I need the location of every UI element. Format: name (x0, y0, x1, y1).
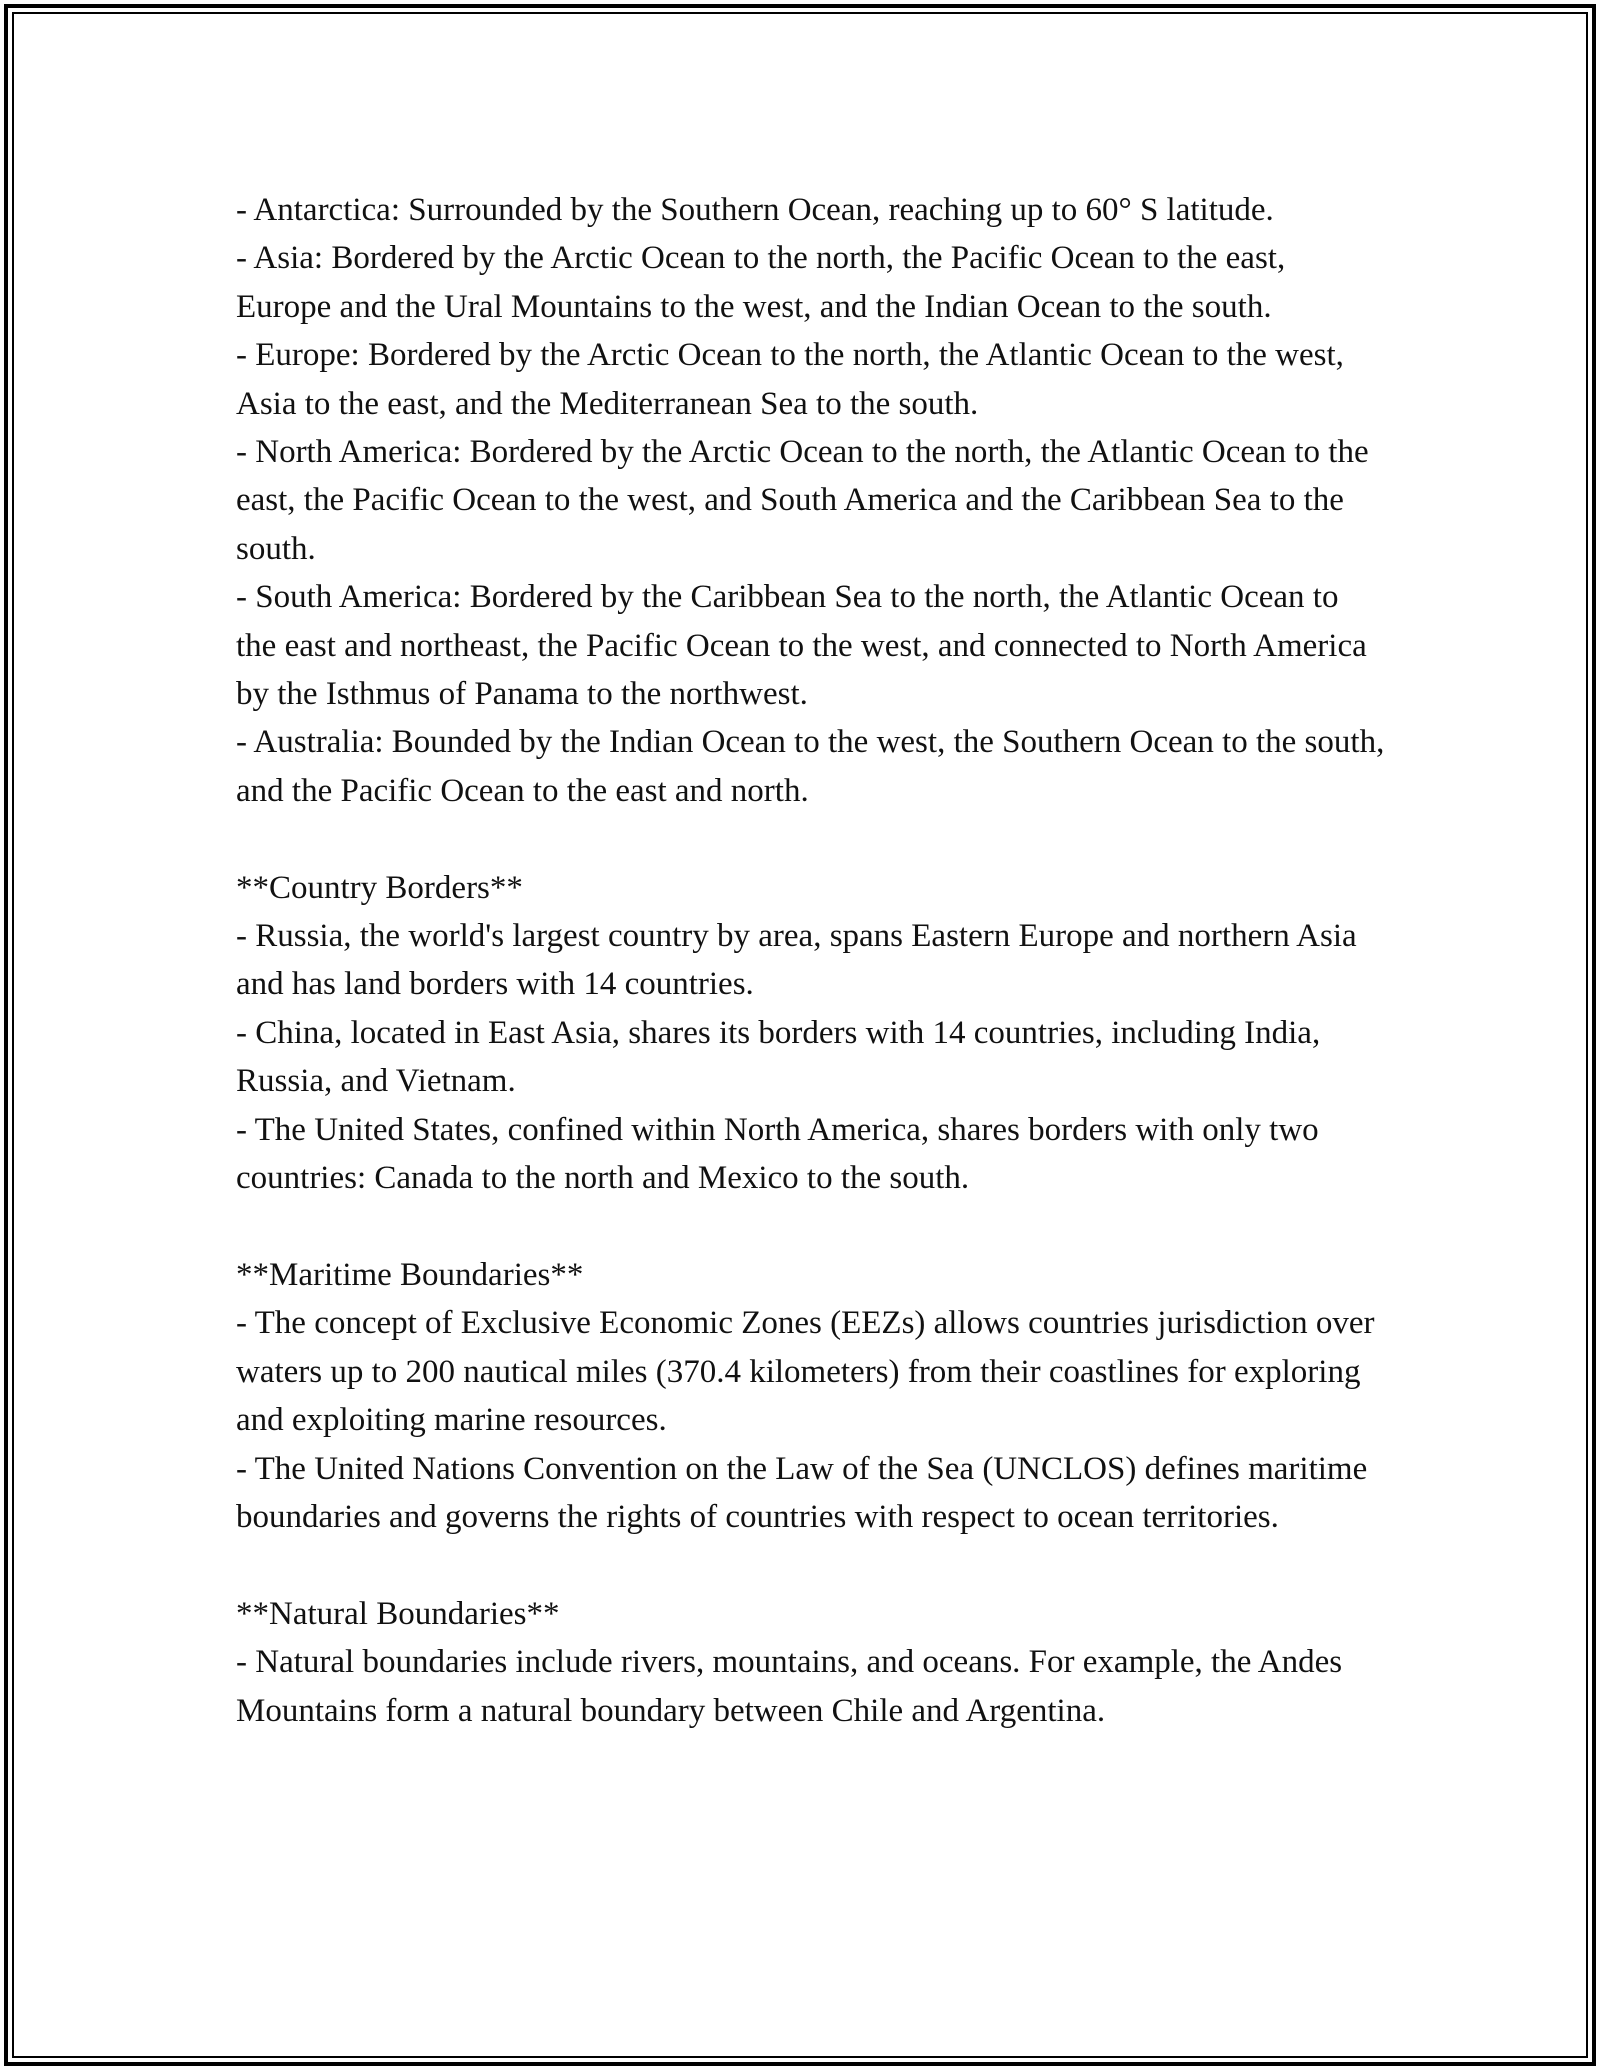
country-borders-item: - The United States, confined within North America, shares borders with only two countries: Canada to the north and Mexico to the south. (236, 1111, 1319, 1197)
maritime-boundaries-item: - The United Nations Convention on the Law of the Sea (UNCLOS) defines maritime boundaries and governs the rights of countries with respect to ocean territories. (236, 1450, 1368, 1535)
continent-europe: - Europe: Bordered by the Arctic Ocean to the north, the Atlantic Ocean to the west, Asia to the east, and the Mediterranean Sea to the south. (236, 337, 1344, 422)
continent-south-america: - South America: Bordered by the Caribbean Sea to the north, the Atlantic Ocean to the east and northeast, the Pacific Ocean to the west, and connected to North America by the Isthmus of Panama to the northwest. (236, 579, 1367, 713)
continent-north-america: - North America: Bordered by the Arctic Ocean to the north, the Atlantic Ocean to the east, the Pacific Ocean to the west, and South America and the Caribbean Sea to the south. (236, 434, 1369, 567)
section-spacer (236, 1541, 1386, 1589)
continent-antarctica: - Antarctica: Surrounded by the Southern Ocean, reaching up to 60° S latitude. (236, 192, 1274, 228)
maritime-boundaries-item: - The concept of Exclusive Economic Zones (EEZs) allows countries jurisdiction over waters up to 200 nautical miles (370.4 kilometers) from their coastlines for exploring and exploiting marine resources. (236, 1305, 1375, 1439)
natural-boundaries-item: - Natural boundaries include rivers, mountains, and oceans. For example, the Andes Mountains form a natural boundary between Chile and Argentina. (236, 1644, 1343, 1729)
section-spacer (236, 815, 1386, 863)
continent-australia: - Australia: Bounded by the Indian Ocean to the west, the Southern Ocean to the south, and the Pacific Ocean to the east and north. (236, 724, 1385, 809)
section-spacer (236, 1203, 1386, 1251)
country-borders-item: - Russia, the world's largest country by area, spans Eastern Europe and northern Asia and has land borders with 14 countries. (236, 918, 1357, 1003)
section-heading-country-borders: **Country Borders** (236, 869, 523, 906)
section-heading-natural-boundaries: **Natural Boundaries** (236, 1595, 560, 1632)
continent-asia: - Asia: Bordered by the Arctic Ocean to the north, the Pacific Ocean to the east, Europe and the Ural Mountains to the west, and the Indian Ocean to the south. (236, 240, 1286, 325)
document-body (236, 186, 1386, 1735)
section-heading-maritime-boundaries: **Maritime Boundaries** (236, 1256, 584, 1293)
country-borders-item: - China, located in East Asia, shares its borders with 14 countries, including India, Russia, and Vietnam. (236, 1014, 1321, 1100)
